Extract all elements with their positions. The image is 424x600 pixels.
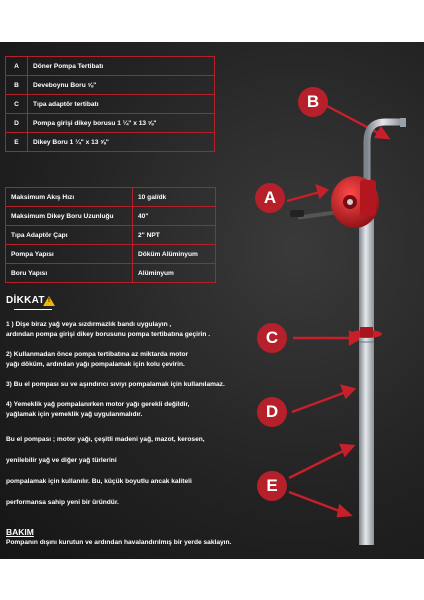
warning-item: 2) Kullanmadan önce pompa tertibatına az miktarda motor (6, 351, 189, 358)
warning-title: DİKKAT (6, 295, 45, 306)
part-key: D (6, 114, 28, 133)
arrow-d-head (342, 386, 354, 397)
arrow-a (287, 192, 320, 201)
spec-label: Maksimum Akış Hızı (6, 188, 133, 207)
arrow-a-head (317, 186, 327, 197)
callout-badge-e: E (257, 471, 287, 501)
part-label: Döner Pompa Tertibatı (28, 57, 215, 76)
spec-value: 10 gal/dk (133, 188, 216, 207)
spec-value: 40" (133, 207, 216, 226)
spec-label: Maksimum Dikey Boru Uzunluğu (6, 207, 133, 226)
spec-label: Pompa Yapısı (6, 245, 133, 264)
vertical-tube (359, 200, 374, 545)
warning-underline (14, 309, 52, 310)
arrow-e2 (289, 492, 342, 512)
spec-value: 2" NPT (133, 226, 216, 245)
callout-badge-a: A (255, 183, 285, 213)
warning-item: ardından pompa girişi dikey borusunu pompa tertibatına geçirin . (6, 331, 211, 338)
table-row (6, 188, 216, 207)
spec-label: Boru Yapısı (6, 264, 133, 283)
warning-item: yağı döküm, ardından yağı pompalamak için kolu çevirin. (6, 361, 185, 368)
part-label: Deveboynu Boru ⅝" (28, 76, 215, 95)
spout-tip (400, 118, 406, 127)
warning-item: 1 ) Dişe biraz yağ veya sızdırmazlık bandı uygulayın , (6, 321, 172, 328)
table-row (6, 226, 216, 245)
callout-badge-d: D (257, 397, 287, 427)
arrow-e1-head (341, 445, 353, 455)
part-label: Dikey Boru 1 ¼" x 13 ⅝" (28, 133, 215, 152)
callout-badge-b: B (298, 87, 328, 117)
table-row (6, 245, 216, 264)
product-panel (0, 42, 424, 559)
table-row (6, 207, 216, 226)
table-row (6, 114, 215, 133)
part-key: C (6, 95, 28, 114)
arrow-b (327, 106, 382, 135)
parts-table (5, 56, 215, 152)
part-label: Pompa girişi dikey borusu 1 ¼" x 13 ⅝" (28, 114, 215, 133)
part-key: B (6, 76, 28, 95)
warning-item: yenilebilir yağ ve diğer yağ türlerini (6, 457, 117, 464)
callout-badge-c: C (257, 323, 287, 353)
warning-item: pompalamak için kullanılır. Bu, küçük boyutlu ancak kaliteli (6, 478, 192, 485)
part-label: Tıpa adaptör tertibatı (28, 95, 215, 114)
warning-item: 4) Yemeklik yağ pompalanırken motor yağı gerekli değildir, (6, 401, 190, 408)
specs-table (5, 187, 216, 283)
table-row (6, 76, 215, 95)
spec-label: Tıpa Adaptör Çapı (6, 226, 133, 245)
warning-item: 3) Bu el pompası su ve aşındırıcı sıvıyı pompalamak için kullanılamaz. (6, 381, 225, 388)
table-row (6, 95, 215, 114)
warning-triangle-icon: ! (43, 296, 55, 306)
arrow-b-head (376, 128, 388, 138)
warning-item: yağlamak için yemeklik yağ uygulanmalıdır. (6, 411, 143, 418)
spec-value: Alüminyum (133, 264, 216, 283)
maintenance-text: Pompanın dışını kurutun ve ardından havalandırılmış bir yerde saklayın. (6, 539, 232, 546)
spec-value: Döküm Alüminyum (133, 245, 216, 264)
part-key: A (6, 57, 28, 76)
arrow-d (292, 392, 346, 412)
warning-item: Bu el pompası ; motor yağı, çeşitli madeni yağ, mazot, kerosen, (6, 436, 205, 443)
arrow-e2-head (338, 506, 350, 516)
table-row (6, 264, 216, 283)
warning-item: performansa sahip yeni bir üründür. (6, 499, 119, 506)
part-key: E (6, 133, 28, 152)
maintenance-title: BAKIM (6, 527, 34, 537)
table-row (6, 133, 215, 152)
table-row (6, 57, 215, 76)
arrow-e1 (289, 450, 345, 478)
handle-grip (290, 210, 304, 217)
